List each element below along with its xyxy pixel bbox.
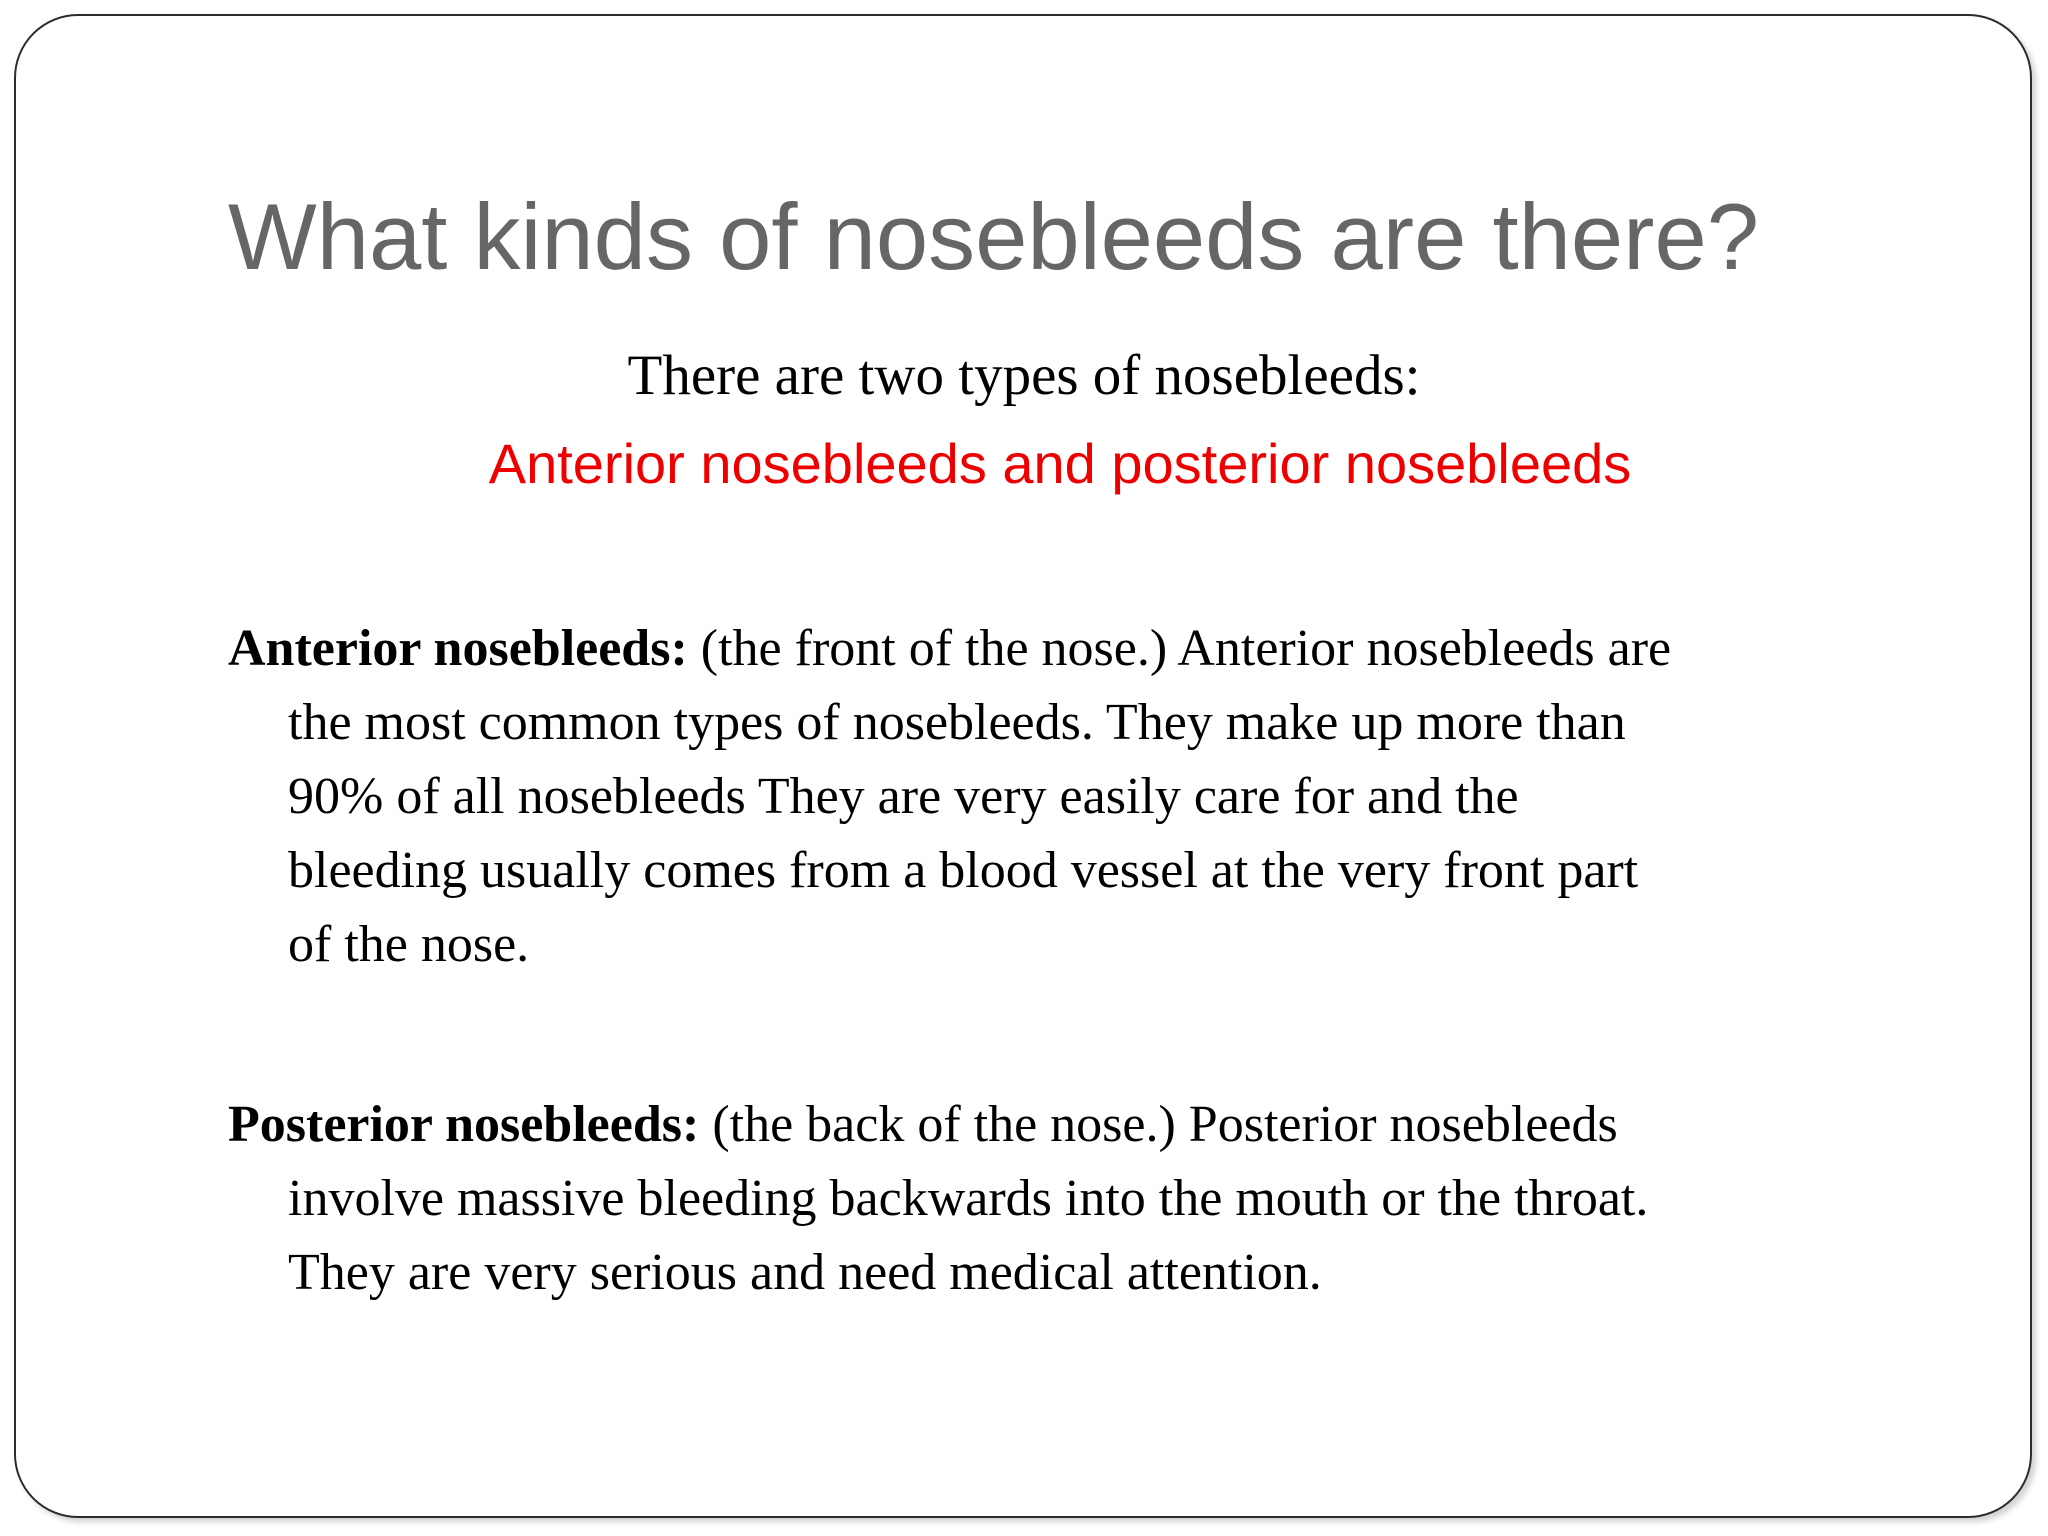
anterior-paragraph bbox=[228, 612, 1968, 982]
anterior-first-line bbox=[228, 612, 1968, 686]
anterior-line-5: of the nose. bbox=[288, 916, 530, 973]
posterior-paragraph bbox=[228, 1088, 1968, 1310]
anterior-line-2: the most common types of nosebleeds. They make up more than bbox=[288, 694, 1626, 751]
intro-text: There are two types of nosebleeds: bbox=[627, 344, 1421, 407]
types-highlight: Anterior nosebleeds and posterior nosebleeds bbox=[488, 432, 1632, 495]
posterior-line-1: (the back of the nose.) Posterior nosebleeds bbox=[699, 1096, 1618, 1153]
anterior-term: Anterior nosebleeds: bbox=[228, 620, 688, 677]
posterior-line-3: They are very serious and need medical attention. bbox=[288, 1244, 1322, 1301]
posterior-term: Posterior nosebleeds: bbox=[228, 1096, 700, 1153]
posterior-first-line bbox=[228, 1088, 1968, 1162]
anterior-line-4: bleeding usually comes from a blood vessel at the very front part bbox=[288, 842, 1639, 899]
anterior-line-3: 90% of all nosebleeds They are very easily care for and the bbox=[288, 768, 1519, 825]
posterior-line-2: involve massive bleeding backwards into the mouth or the throat. bbox=[288, 1170, 1649, 1227]
anterior-line-1: (the front of the nose.) Anterior nosebleeds are bbox=[687, 620, 1672, 677]
slide-title: What kinds of nosebleeds are there? bbox=[228, 184, 1760, 289]
